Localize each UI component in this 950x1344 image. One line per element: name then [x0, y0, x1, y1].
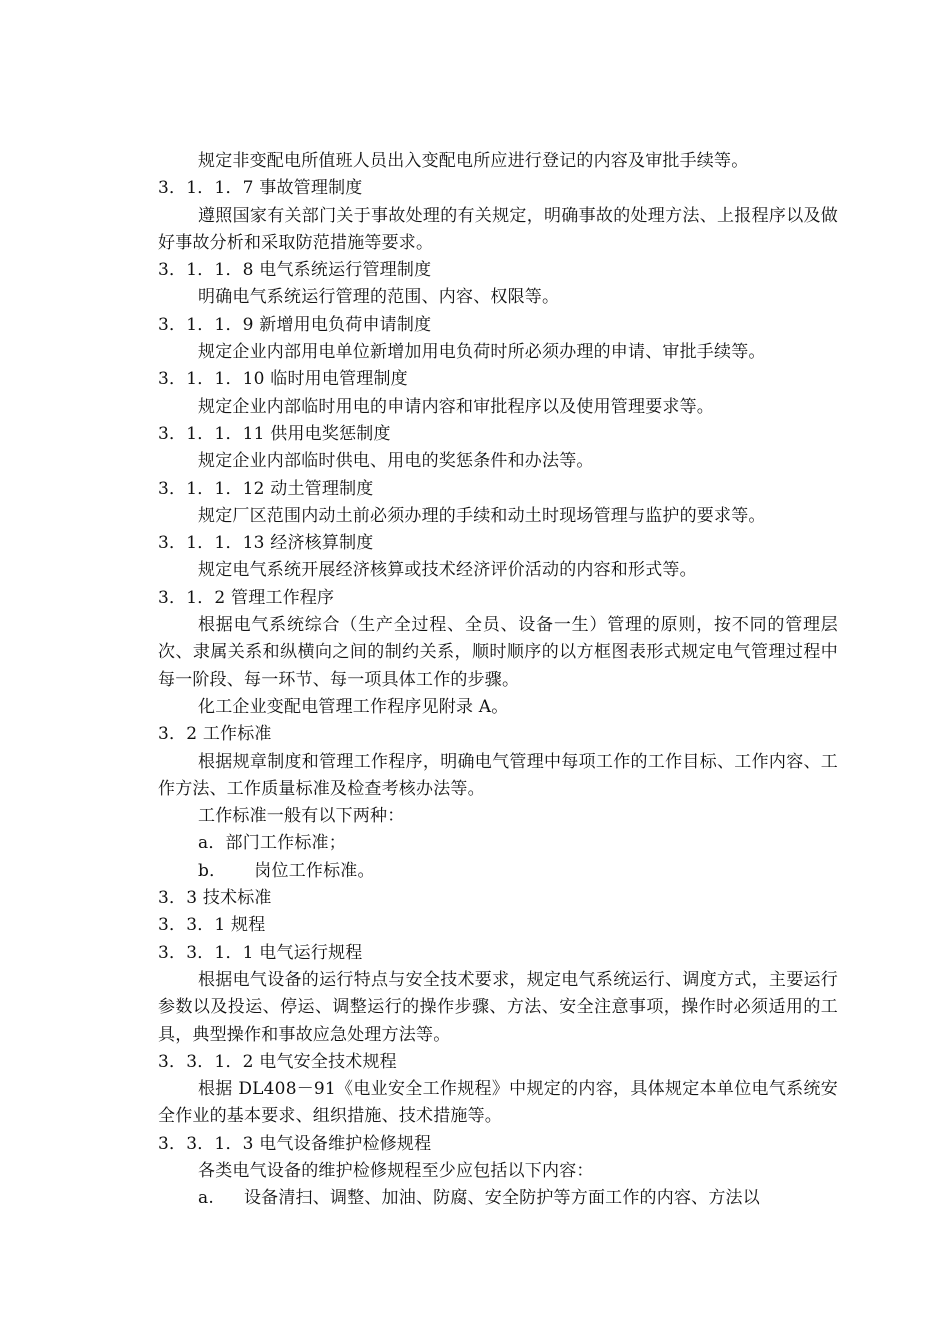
- document-page: [158, 148, 838, 1213]
- section-heading: 3．1．2 管理工作程序: [158, 587, 335, 608]
- list-marker: a.: [198, 1188, 214, 1209]
- list-item-text: 部门工作标准；: [225, 833, 346, 854]
- paragraph: 规定非变配电所值班人员出入变配电所应进行登记的内容及审批手续等。: [198, 151, 749, 171]
- section-heading: 3．1．1．7 事故管理制度: [158, 178, 363, 199]
- paragraph: 根据 DL408－91《电业安全工作规程》中规定的内容，具体规定本单位电气系统安全作业的基本要求、组织措施、技术措施等。: [158, 1079, 838, 1127]
- section-heading: 3．3．1．1 电气运行规程: [158, 942, 363, 963]
- paragraph: 遵照国家有关部门关于事故处理的有关规定，明确事故的处理方法、上报程序以及做好事故分析和采取防范措施等要求。: [158, 205, 838, 253]
- section-heading: 3．3．1 规程: [158, 915, 266, 936]
- paragraph: 明确电气系统运行管理的范围、内容、权限等。: [198, 287, 560, 308]
- paragraph: 规定厂区范围内动土前必须办理的手续和动土时现场管理与监护的要求等。: [198, 505, 766, 526]
- section-heading: 3．1．1．8 电气系统运行管理制度: [158, 260, 432, 281]
- paragraph: 根据规章制度和管理工作程序，明确电气管理中每项工作的工作目标、工作内容、工作方法、工作质量标准及检查考核办法等。: [158, 751, 838, 799]
- section-heading: 3．1．1．12 动土管理制度: [158, 478, 374, 499]
- section-heading: 3．1．1．10 临时用电管理制度: [158, 369, 408, 390]
- list-item-text: 设备清扫、调整、加油、防腐、安全防护等方面工作的内容、方法以: [243, 1188, 760, 1209]
- list-item: [158, 1185, 838, 1212]
- paragraph: 规定电气系统开展经济核算或技术经济评价活动的内容和形式等。: [198, 560, 697, 581]
- paragraph: 根据电气设备的运行特点与安全技术要求，规定电气系统运行、调度方式，主要运行参数以及投运、停运、调整运行的操作步骤、方法、安全注意事项，操作时必须适用的工具，典型操作和事故应急处理方法等。: [158, 969, 838, 1045]
- list-marker: b．: [198, 860, 227, 881]
- paragraph: 化工企业变配电管理工作程序见附录 A。: [198, 696, 509, 717]
- section-heading: 3．3 技术标准: [158, 888, 272, 909]
- paragraph: 规定企业内部临时用电的申请内容和审批程序以及使用管理要求等。: [198, 396, 714, 417]
- paragraph: 工作标准一般有以下两种：: [198, 806, 405, 827]
- paragraph: 规定企业内部临时供电、用电的奖惩条件和办法等。: [198, 451, 594, 472]
- list-item: [158, 830, 838, 857]
- section-heading: 3．1．1．13 经济核算制度: [158, 533, 374, 554]
- section-heading: 3．3．1．3 电气设备维护检修规程: [158, 1133, 432, 1154]
- section-heading: 3．2 工作标准: [158, 724, 272, 745]
- section-heading: 3．1．1．11 供用电奖惩制度: [158, 423, 391, 444]
- list-marker: a．: [198, 833, 226, 854]
- list-item-text: 岗位工作标准。: [254, 860, 375, 881]
- section-heading: 3．3．1．2 电气安全技术规程: [158, 1051, 397, 1072]
- list-item: [158, 858, 838, 885]
- paragraph: 根据电气系统综合（生产全过程、全员、设备一生）管理的原则，按不同的管理层次、隶属关系和纵横向之间的制约关系，顺时顺序的以方框图表形式规定电气管理过程中每一阶段、每一环节、每一项具体工作的步骤。: [158, 615, 838, 690]
- paragraph: 规定企业内部用电单位新增加用电负荷时所必须办理的申请、审批手续等。: [198, 342, 766, 363]
- section-heading: 3．1．1．9 新增用电负荷申请制度: [158, 314, 432, 335]
- paragraph: 各类电气设备的维护检修规程至少应包括以下内容：: [198, 1160, 594, 1181]
